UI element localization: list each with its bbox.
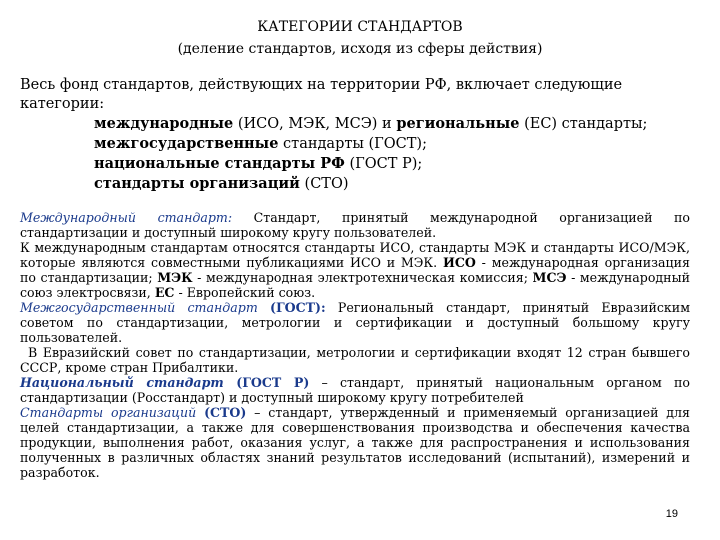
definition-text: Стандарт, принятый международной организацией по стандартизации и доступный широкому кругу пользователей. — [20, 210, 690, 240]
title-subtitle: (деление стандартов, исходя из сферы действия) — [177, 41, 543, 57]
definition-text: – стандарт, утвержденный и применяемый организацией для целей стандартизации, а также для совершенствования производства и обеспечения качества продукции, выполнения работ, оказания услуг, а также для распространения и использования полученных в различных областях знаний результатов исследований (испытаний), измерений и разработок. — [20, 405, 690, 480]
category-text: (ЕС) стандарты; — [519, 116, 648, 132]
eurasian-council-paragraph: В Евразийский совет по стандартизации, метрологии и сертификации входят 12 стран бывшего СССР, кроме стран Прибалтики. — [20, 345, 690, 375]
category-line-3 — [94, 154, 700, 174]
category-text: (ИСО, МЭК, МСЭ) и — [233, 116, 397, 132]
category-national: национальные стандарты РФ — [94, 155, 345, 172]
category-organization: стандарты организаций — [94, 175, 300, 192]
category-regional: региональные — [396, 115, 520, 132]
abbr-iso: ИСО — [442, 255, 476, 270]
definitions-body — [20, 210, 690, 480]
term-interstate: Межгосударственный стандарт — [20, 300, 258, 315]
abbr-gost-r: (ГОСТ Р) — [236, 375, 310, 390]
definition-text: Региональный стандарт, принятый Евразийским советом по стандартизации, метрологии и сертификации и доступный большому кругу пользователей. — [20, 300, 690, 345]
paragraph-text: - международная электротехническая комиссия; — [192, 270, 533, 285]
intro-text: Весь фонд стандартов, действующих на территории РФ, включает следующие категории: — [20, 77, 623, 112]
abbr-eu: ЕС — [154, 285, 175, 300]
category-international: международные — [94, 115, 234, 132]
category-interstate: межгосударственные — [94, 135, 279, 152]
title-main: КАТЕГОРИИ СТАНДАРТОВ — [257, 19, 463, 35]
category-text: (ГОСТ Р); — [344, 156, 423, 172]
definition-interstate — [20, 300, 690, 345]
abbr-gost: (ГОСТ): — [270, 300, 326, 315]
paragraph-text: - международный союз электросвязи, — [20, 270, 690, 300]
page-number: 19 — [665, 508, 678, 520]
term-national: Национальный стандарт — [20, 375, 224, 390]
category-line-1 — [94, 114, 700, 134]
paragraph-text: - международная организация по стандартизации; — [20, 255, 690, 285]
abbr-itu: МСЭ — [532, 270, 567, 285]
category-line-4 — [94, 174, 700, 194]
term-organization: Стандарты организаций — [20, 405, 197, 420]
abbr-sto: (СТО) — [204, 405, 247, 420]
intro-block — [20, 76, 700, 194]
paragraph-text: - Европейский союз. — [174, 285, 316, 300]
category-list — [94, 114, 700, 194]
definition-organization — [20, 405, 690, 480]
definition-international — [20, 210, 690, 240]
category-line-2 — [94, 134, 700, 154]
international-orgs-paragraph — [20, 240, 690, 300]
category-text: стандарты (ГОСТ); — [278, 136, 427, 152]
abbr-iec: МЭК — [157, 270, 193, 285]
term-international: Международный стандарт: — [20, 210, 233, 225]
definition-text: – стандарт, принятый национальным органом по стандартизации (Росстандарт) и доступный широкому кругу потребителей — [20, 375, 690, 405]
paragraph-text: К международным стандартам относятся стандарты ИСО, стандарты МЭК и стандарты ИСО/МЭК, которые являются совместными публикациями ИСО и МЭК. — [20, 240, 690, 270]
definition-national — [20, 375, 690, 405]
slide-title — [0, 16, 720, 60]
category-text: (СТО) — [299, 176, 349, 192]
